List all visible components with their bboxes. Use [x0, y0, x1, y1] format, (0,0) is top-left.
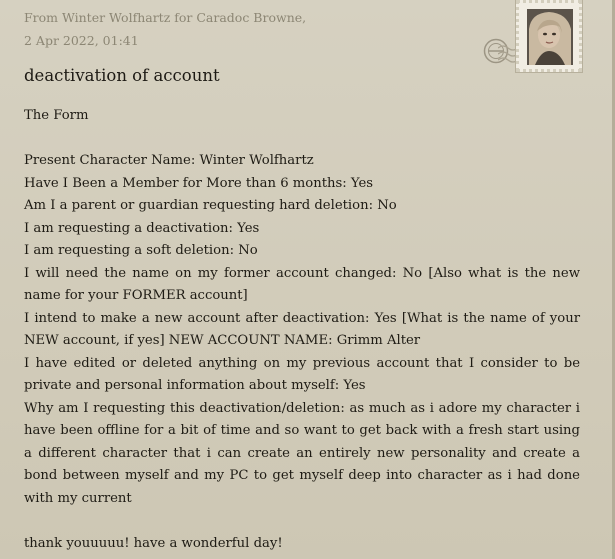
body-paragraph: I intend to make a new account after deactivation: Yes [What is the name of your NEW account, if yes] NEW ACCOUNT NAME: Grimm Alter: [24, 310, 580, 348]
body-paragraph: I have edited or deleted anything on my previous account that I consider to be private and personal information about myself: Yes: [24, 355, 580, 393]
message-date: 2 Apr 2022, 01:41: [24, 33, 139, 48]
body-paragraph: The Form: [24, 108, 89, 123]
body-paragraph: I am requesting a soft deletion: No: [24, 243, 258, 258]
body-paragraph: I am requesting a deactivation: Yes: [24, 220, 260, 236]
body-paragraph: Present Character Name: Winter Wolfhartz: [24, 153, 314, 168]
body-paragraph: I will need the name on my former account changed: No [Also what is the new name for your FORMER account]: [24, 265, 580, 303]
from-line: From Winter Wolfhartz for Caradoc Browne,: [24, 10, 307, 25]
avatar-portrait: [527, 9, 573, 65]
stamp-frame: [516, 0, 582, 72]
body-spacer: [24, 510, 580, 533]
body-paragraph: thank youuuuu! have a wonderful day!: [24, 535, 283, 551]
body-paragraph: Am I a parent or guardian requesting hard deletion: No: [24, 198, 397, 213]
message-subject: deactivation of account: [24, 66, 220, 85]
body-paragraph: Have I Been a Member for More than 6 months: Yes: [24, 175, 374, 191]
body-spacer: [24, 128, 580, 151]
message-meta: [24, 6, 306, 52]
body-paragraph: Why am I requesting this deactivation/deletion: as much as i adore my character i have been offline for a bit of time and so want to get back with a fresh start using a different character that i can create an entirely new personality and create a bond between myself and my PC to get myself deep into character as i had done with my current: [24, 400, 580, 506]
postage-stamp: [516, 0, 582, 72]
avatar: [527, 9, 573, 65]
message-body: [24, 105, 580, 555]
